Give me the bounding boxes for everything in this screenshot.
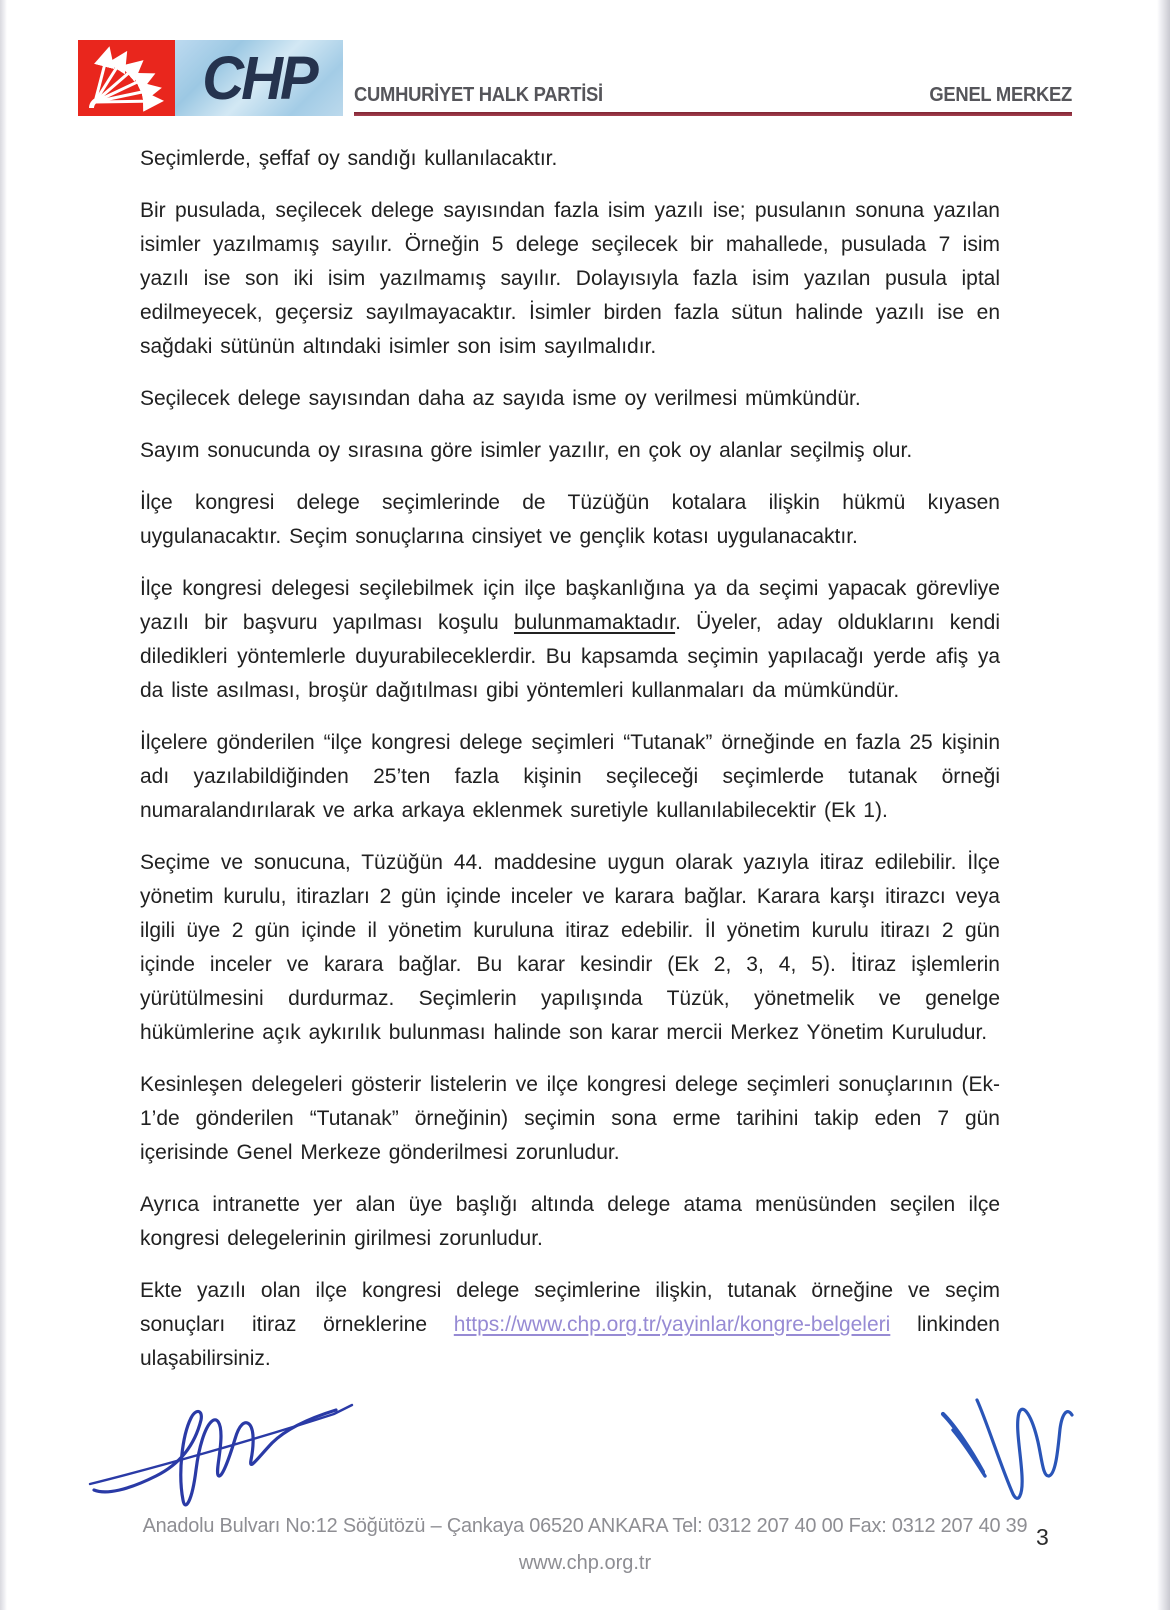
chp-logotype-text: CHP [202, 43, 316, 113]
paragraph-10: Ayrıca intranette yer alan üye başlığı altında delege atama menüsünden seçilen ilçe kongresi delegelerinin girilmesi zorunludur. [140, 1193, 1000, 1250]
scan-edge-right [1157, 0, 1170, 1610]
paragraph-6-underlined-term: bulunmamaktadır [513, 611, 676, 634]
header-title-row [354, 84, 1072, 107]
signature-left [84, 1352, 386, 1516]
paragraph-9: Kesinleşen delegeleri gösterir listelerin ve ilçe kongresi delege seçimleri sonuçlarının (Ek-1’de gönderilen “Tutanak” örneğinin) seçimin sona erme tarihini takip eden 7 gün içerisinde Genel Merkeze gönderilmesi zorunludur. [140, 1073, 1000, 1164]
paragraph-1: Seçimlerde, şeffaf oy sandığı kullanılacaktır. [140, 147, 558, 170]
paragraph-4: Sayım sonucunda oy sırasına göre isimler yazılır, en çok oy alanlar seçilmiş olur. [140, 439, 913, 462]
header-rule [354, 112, 1072, 116]
signature-right [925, 1372, 1077, 1524]
document-body [140, 142, 1000, 1394]
paragraph-11-after: linkinden ulaşabilirsiniz. [140, 1313, 1000, 1370]
paragraph-6 [140, 572, 1000, 708]
paragraph-2: Bir pusulada, seçilecek delege sayısından fazla isim yazılı ise; pusulanın sonuna yazılan isimler yazılmamış sayılır. Örneğin 5 delege seçilecek bir mahallede, pusulada 7 isim yazılı ise son iki isim yazılmamış sayılır. Dolayısıyla fazla isim yazılan pusula iptal edilmeyecek, geçersiz sayılmayacaktır. İsimler birden fazla sütun halinde yazılı ise en sağdaki sütünün altındaki isimler son isim sayılmalıdır. [140, 199, 1000, 358]
chp-logotype [175, 40, 343, 116]
scan-edge-left [0, 0, 7, 1610]
paragraph-3: Seçilecek delege sayısından daha az sayıda isme oy verilmesi mümkündür. [140, 387, 861, 410]
footer-address: Anadolu Bulvarı No:12 Söğütözü – Çankaya 06520 ANKARA Tel: 0312 207 40 00 Fax: 0312 207 40 39 [142, 1514, 1028, 1537]
page-number: 3 [1036, 1524, 1049, 1550]
kongre-belgeleri-link[interactable]: https://www.chp.org.tr/yayinlar/kongre-belgeleri [453, 1313, 891, 1336]
paragraph-11-before: Ekte yazılı olan ilçe kongresi delege seçimlerine ilişkin, tutanak örneğine ve seçim sonuçları itiraz örneklerine [140, 1279, 1000, 1336]
footer-website: www.chp.org.tr [518, 1552, 652, 1574]
chp-logo [78, 40, 343, 116]
paragraph-5: İlçe kongresi delege seçimlerinde de Tüzüğün kotalara ilişkin hükmü kıyasen uygulanacaktır. Seçim sonuçlarına cinsiyet ve gençlik kotası uygulanacaktır. [140, 491, 1000, 548]
six-arrows-icon [78, 40, 175, 116]
paragraph-8: Seçime ve sonucuna, Tüzüğün 44. maddesine uygun olarak yazıyla itiraz edilebilir. İlçe yönetim kurulu, itirazları 2 gün içinde inceler ve karara bağlar. Karara karşı itirazcı veya ilgili üye 2 gün içinde il yönetim kuruluna itiraz edebilir. İl yönetim kurulu itirazı 2 gün içinde inceler ve karara bağlar. Bu karar kesindir (Ek 2, 3, 4, 5). İtiraz işlemlerin yürütülmesini durdurmaz. Seçimlerin yapılışında Tüzük, yönetmelik ve genelge hükümlerine açık aykırılık bulunması halinde son karar mercii Merkez Yönetim Kuruludur. [140, 851, 1000, 1044]
paragraph-6-after: . Üyeler, aday olduklarını kendi diledikleri yöntemlerle duyurabileceklerdir. Bu kapsamda seçimin yapılacağı yerde afiş ya da liste asılması, broşür dağıtılması gibi yöntemleri kullanmaları da mümkündür. [140, 611, 1000, 702]
paragraph-7: İlçelere gönderilen “ilçe kongresi delege seçimleri “Tutanak” örneğinde en fazla 25 kişinin adı yazılabildiğinden 25’ten fazla kişinin seçileceği seçimlerde tutanak örneği numaralandırılarak ve arka arkaya eklenmek suretiyle kullanılabilecektir (Ek 1). [140, 731, 1000, 822]
org-name: CUMHURİYET HALK PARTİSİ [354, 84, 603, 106]
org-unit: GENEL MERKEZ [929, 84, 1072, 106]
paragraph-6-before: İlçe kongresi delegesi seçilebilmek için ilçe başkanlığına ya da seçimi yapacak görevliye yazılı bir başvuru yapılması koşulu [140, 577, 1000, 634]
